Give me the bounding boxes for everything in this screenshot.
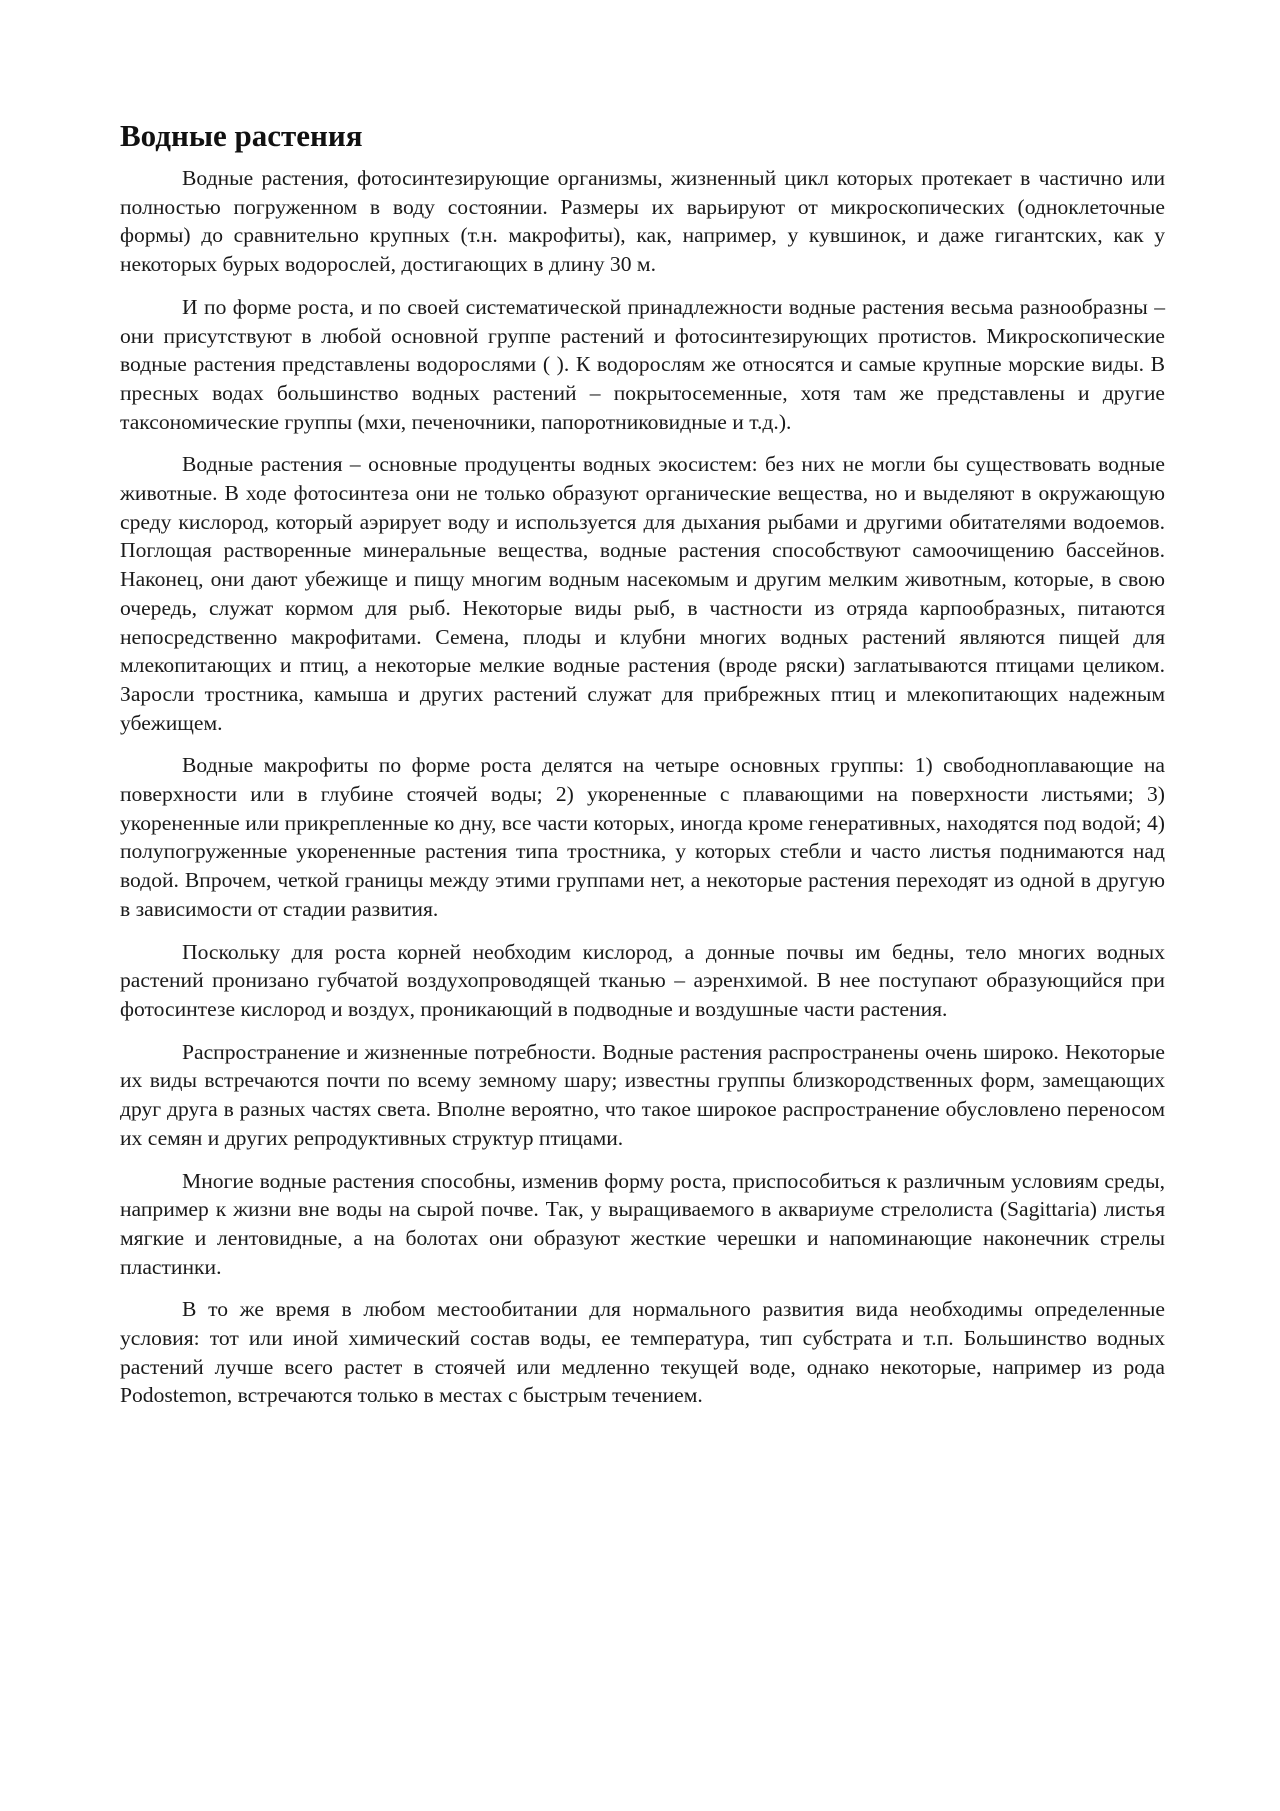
paragraph-ecosystem-role: Водные растения – основные продуценты водных экосистем: без них не могли бы существовать водные животные. В ходе фотосинтеза они не только образуют органические вещества, но и выделяют в окружающую среду кислород, который аэрирует воду и используется для дыхания рыбами и другими обитателями водоемов. Поглощая растворенные минеральные вещества, водные растения способствуют самоочищению бассейнов. Наконец, они дают убежище и пищу многим водным насекомым и другим мелким животным, которые, в свою очередь, служат кормом для рыб. Некоторые виды рыб, в частности из отряда карпообразных, питаются непосредственно макрофитами. Семена, плоды и клубни многих водных растений являются пищей для млекопитающих и птиц, а некоторые мелкие водные растения (вроде ряски) заглатываются птицами целиком. Заросли тростника, камыша и других растений служат для прибрежных птиц и млекопитающих надежным убежищем. xyxy=(120,452,1165,735)
paragraph-distribution: Распространение и жизненные потребности. Водные растения распространены очень широко. Некоторые их виды встречаются почти по всему земному шару; известны группы близкородственных форм, замещающих друг друга в разных частях света. Вполне вероятно, что такое широкое распространение обусловлено переносом их семян и других репродуктивных структур птицами. xyxy=(120,1039,1165,1150)
document-title: Водные растения xyxy=(120,118,363,153)
paragraph-growth-groups: Водные макрофиты по форме роста делятся на четыре основных группы: 1) свободноплавающие на поверхности или в глубине стоячей воды; 2) укорененные с плавающими на поверхности листьями; 3) укорененные или прикрепленные ко дну, все части которых, иногда кроме генеративных, находятся под водой; 4) полупогруженные укорененные растения типа тростника, у которых стебли и часто листья поднимаются над водой. Впрочем, четкой границы между этими группами нет, а некоторые растения переходят из одной в другую в зависимости от стадии развития. xyxy=(120,753,1165,921)
paragraph-habitat-conditions: В то же время в любом местообитании для нормального развития вида необходимы определенные условия: тот или иной химический состав воды, ее температура, тип субстрата и т.п. Большинство водных растений лучше всего растет в стоячей или медленно текущей воде, однако некоторые, например из рода Podostemon, встречаются только в местах с быстрым течением. xyxy=(120,1297,1165,1408)
paragraph-intro: Водные растения, фотосинтезирующие организмы, жизненный цикл которых протекает в частично или полностью погруженном в воду состоянии. Размеры их варьируют от микроскопических (одноклеточные формы) до сравнительно крупных (т.н. макрофиты), как, например, у кувшинок, и даже гигантских, как у некоторых бурых водорослей, достигающих в длину 30 м. xyxy=(120,166,1165,277)
paragraph-adaptation: Многие водные растения способны, изменив форму роста, приспособиться к различным условиям среды, например к жизни вне воды на сырой почве. Так, у выращиваемого в аквариуме стрелолиста (Sagittaria) листья мягкие и лентовидные, а на болотах они образуют жесткие черешки и напоминающие наконечник стрелы пластинки. xyxy=(120,1168,1165,1279)
paragraph-aerenchyma: Поскольку для роста корней необходим кислород, а донные почвы им бедны, тело многих водных растений пронизано губчатой воздухопроводящей тканью – аэренхимой. В нее поступают образующийся при фотосинтезе кислород и воздух, проникающий в подводные и воздушные части растения. xyxy=(120,939,1165,1021)
paragraph-diversity: И по форме роста, и по своей систематической принадлежности водные растения весьма разнообразны – они присутствуют в любой основной группе растений и фотосинтезирующих протистов. Микроскопические водные растения представлены водорослями ( ). К водорослям же относятся и самые крупные морские виды. В пресных водах большинство водных растений – покрытосеменные, хотя там же представлены и другие таксономические группы (мхи, печеночники, папоротниковидные и т.д.). xyxy=(120,294,1165,434)
document-page xyxy=(120,118,1165,1424)
